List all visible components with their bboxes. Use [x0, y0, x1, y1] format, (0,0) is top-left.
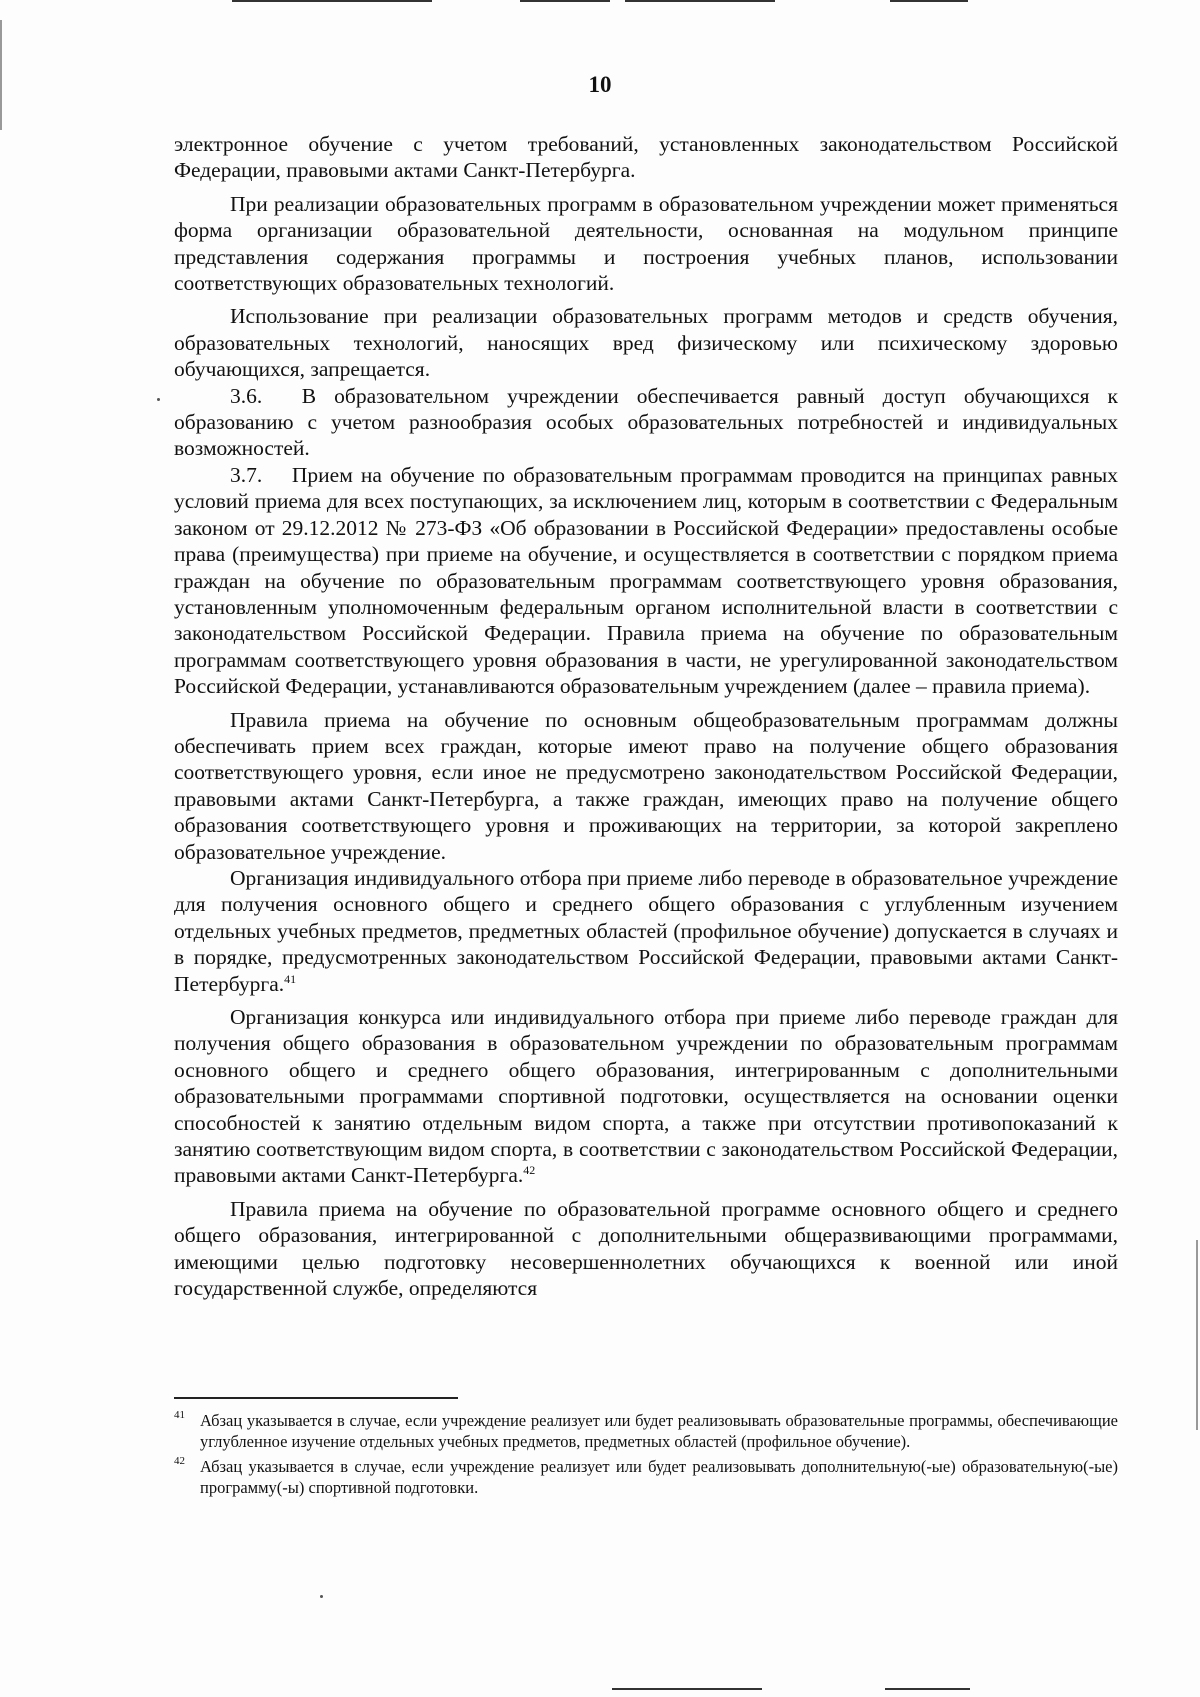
footnote-mark: 41: [174, 1409, 185, 1421]
footnote-separator: [174, 1397, 458, 1399]
paragraph: Правила приема на обучение по образовательной программе основного общего и среднего общего образования, интегрированной с дополнительными общеразвивающими программами, имеющими целью подготовку несовершеннолетних обучающихся к военной или иной государственной службе, определяются: [174, 1196, 1118, 1301]
body-text: [174, 131, 1118, 1301]
scan-edge-line: [890, 0, 968, 2]
footnote-mark: 42: [174, 1455, 185, 1467]
footnote-text: Абзац указывается в случае, если учреждение реализует или будет реализовывать дополнительную(-ые) образовательную(-ые) программу(-ы) спортивной подготовки.: [200, 1457, 1118, 1497]
paragraph: электронное обучение с учетом требований, установленных законодательством Российской Федерации, правовыми актами Санкт-Петербурга.: [174, 132, 1118, 183]
page-number: 10: [588, 72, 612, 97]
footnote-41: [174, 1410, 1118, 1452]
footnote-text: Абзац указывается в случае, если учреждение реализует или будет реализовывать образовательные программы, обеспечивающие углубленное изучение отдельных учебных предметов, предметных областей (профильное обучение).: [200, 1411, 1118, 1451]
footnote-ref-41[interactable]: 41: [284, 971, 297, 986]
scan-edge-line: [232, 0, 432, 2]
scan-edge-line: [520, 0, 610, 2]
scan-edge-line: [1196, 1240, 1198, 1430]
paragraph-3-7: 3.7. Прием на обучение по образовательным программам проводится на принципах равных условий приема для всех поступающих, за исключением лиц, которым в соответствии с Федеральным законом от 29.12.2012 № 273-ФЗ «Об образовании в Российской Федерации» предоставлены особые права (преимущества) при приеме на обучение, и осуществляется в соответствии с порядком приема граждан на обучение по образовательным программам соответствующего уровня образования, установленным уполномоченным федеральным органом исполнительной власти в соответствии с законодательством Российской Федерации. Правила приема на обучение по образовательным программам соответствующего уровня образования в части, не урегулированной законодательством Российской Федерации, устанавливаются образовательным учреждением (далее – правила приема).: [174, 462, 1118, 699]
scan-edge-line: [612, 1688, 762, 1690]
paragraph-3-6: 3.6. В образовательном учреждении обеспечивается равный доступ обучающихся к образованию с учетом разнообразия особых образовательных потребностей и индивидуальных возможностей.: [174, 383, 1118, 461]
paragraph-text: Организация индивидуального отбора при приеме либо переводе в образовательное учреждение для получения основного общего и среднего общего образования с углубленным изучением отдельных учебных предметов, предметных областей (профильное обучение) допускается в случаях и в порядке, предусмотренных законодательством Российской Федерации, правовыми актами Санкт-Петербурга.: [174, 865, 1118, 996]
scan-speck: [157, 398, 160, 401]
footnote-42: [174, 1456, 1118, 1498]
paragraph: [174, 865, 1118, 997]
scan-edge-line: [625, 0, 775, 2]
footnotes: [174, 1410, 1118, 1502]
scan-speck: [320, 1595, 323, 1598]
paragraph: [174, 1004, 1118, 1189]
paragraph: При реализации образовательных программ в образовательном учреждении может применяться форма организации образовательной деятельности, основанная на модульном принципе представления содержания программы и построения учебных планов, использовании соответствующих образовательных технологий.: [174, 191, 1118, 296]
paragraph: Использование при реализации образовательных программ методов и средств обучения, образовательных технологий, наносящих вред физическому или психическому здоровью обучающихся, запрещается.: [174, 304, 1118, 382]
scan-edge-line: [885, 1688, 970, 1690]
paragraph-text: Организация конкурса или индивидуального отбора при приеме либо переводе граждан для получения общего образования в образовательном учреждении по образовательным программам основного общего и среднего общего образования, интегрированным с дополнительными образовательными программами спортивной подготовки, осуществляется на основании оценки способностей к занятию отдельным видом спорта, а также при отсутствии противопоказаний к занятию соответствующим видом спорта, в соответствии с законодательством Российской Федерации, правовыми актами Санкт-Петербурга.: [174, 1005, 1118, 1188]
paragraph: Правила приема на обучение по основным общеобразовательным программам должны обеспечивать прием всех граждан, которые имеют право на получение общего образования соответствующего уровня, если иное не предусмотрено законодательством Российской Федерации, правовыми актами Санкт-Петербурга, а также граждан, имеющих право на получение общего образования соответствующего уровня и проживающих на территории, за которой закреплено образовательное учреждение.: [174, 707, 1118, 864]
footnote-ref-42[interactable]: 42: [523, 1163, 536, 1178]
